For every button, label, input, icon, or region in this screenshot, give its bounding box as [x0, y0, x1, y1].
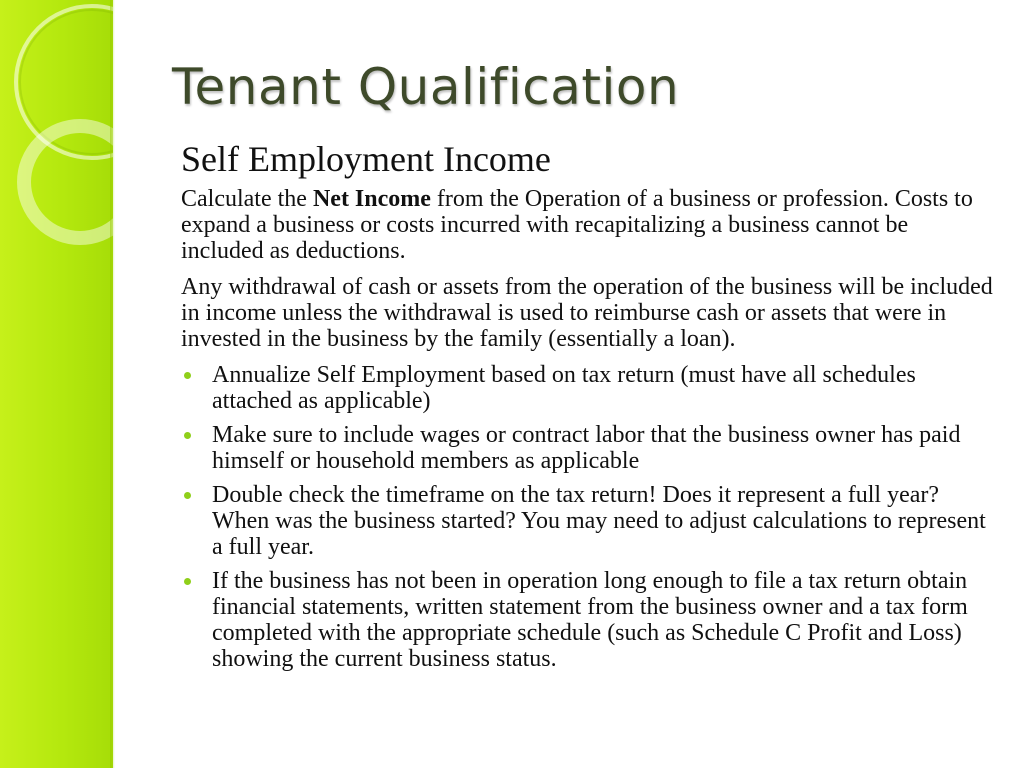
list-item	[181, 362, 993, 414]
list-item	[181, 568, 993, 672]
decorative-circles	[0, 0, 113, 300]
decorative-side-band	[0, 0, 113, 768]
paragraph-net-income	[181, 186, 993, 264]
bullet-text: Double check the timeframe on the tax return! Does it represent a full year? When was the business started? You may need to adjust calculations to represent a full year.	[212, 482, 986, 560]
bullet-list	[181, 362, 993, 672]
paragraph-net-income-lead: Calculate the	[181, 186, 313, 212]
slide-content	[181, 138, 993, 680]
bullet-dot-icon	[184, 432, 191, 439]
list-item	[181, 482, 993, 560]
bullet-text: Make sure to include wages or contract labor that the business owner has paid himself or household members as applicable	[212, 422, 961, 474]
bullet-dot-icon	[184, 578, 191, 585]
bullet-text: If the business has not been in operation long enough to file a tax return obtain financial statements, written statement from the business owner and a tax form completed with the appropriate schedule (such as Schedule C Profit and Loss) showing the current business status.	[212, 568, 968, 672]
bullet-dot-icon	[184, 492, 191, 499]
bullet-text: Annualize Self Employment based on tax return (must have all schedules attached as applicable)	[212, 362, 916, 414]
paragraph-withdrawal: Any withdrawal of cash or assets from the operation of the business will be included in income unless the withdrawal is used to reimburse cash or assets that were in invested in the business by the family (essentially a loan).	[181, 274, 993, 352]
list-item	[181, 422, 993, 474]
paragraph-net-income-rest: from the Operation of a business or profession. Costs to expand a business or costs incurred with recapitalizing a business cannot be included as deductions.	[181, 186, 973, 264]
slide-subtitle: Self Employment Income	[181, 139, 551, 179]
slide-title: Tenant Qualification	[172, 58, 680, 116]
net-income-emphasis: Net Income	[312, 186, 431, 212]
bullet-dot-icon	[184, 372, 191, 379]
band-edge	[110, 0, 115, 768]
